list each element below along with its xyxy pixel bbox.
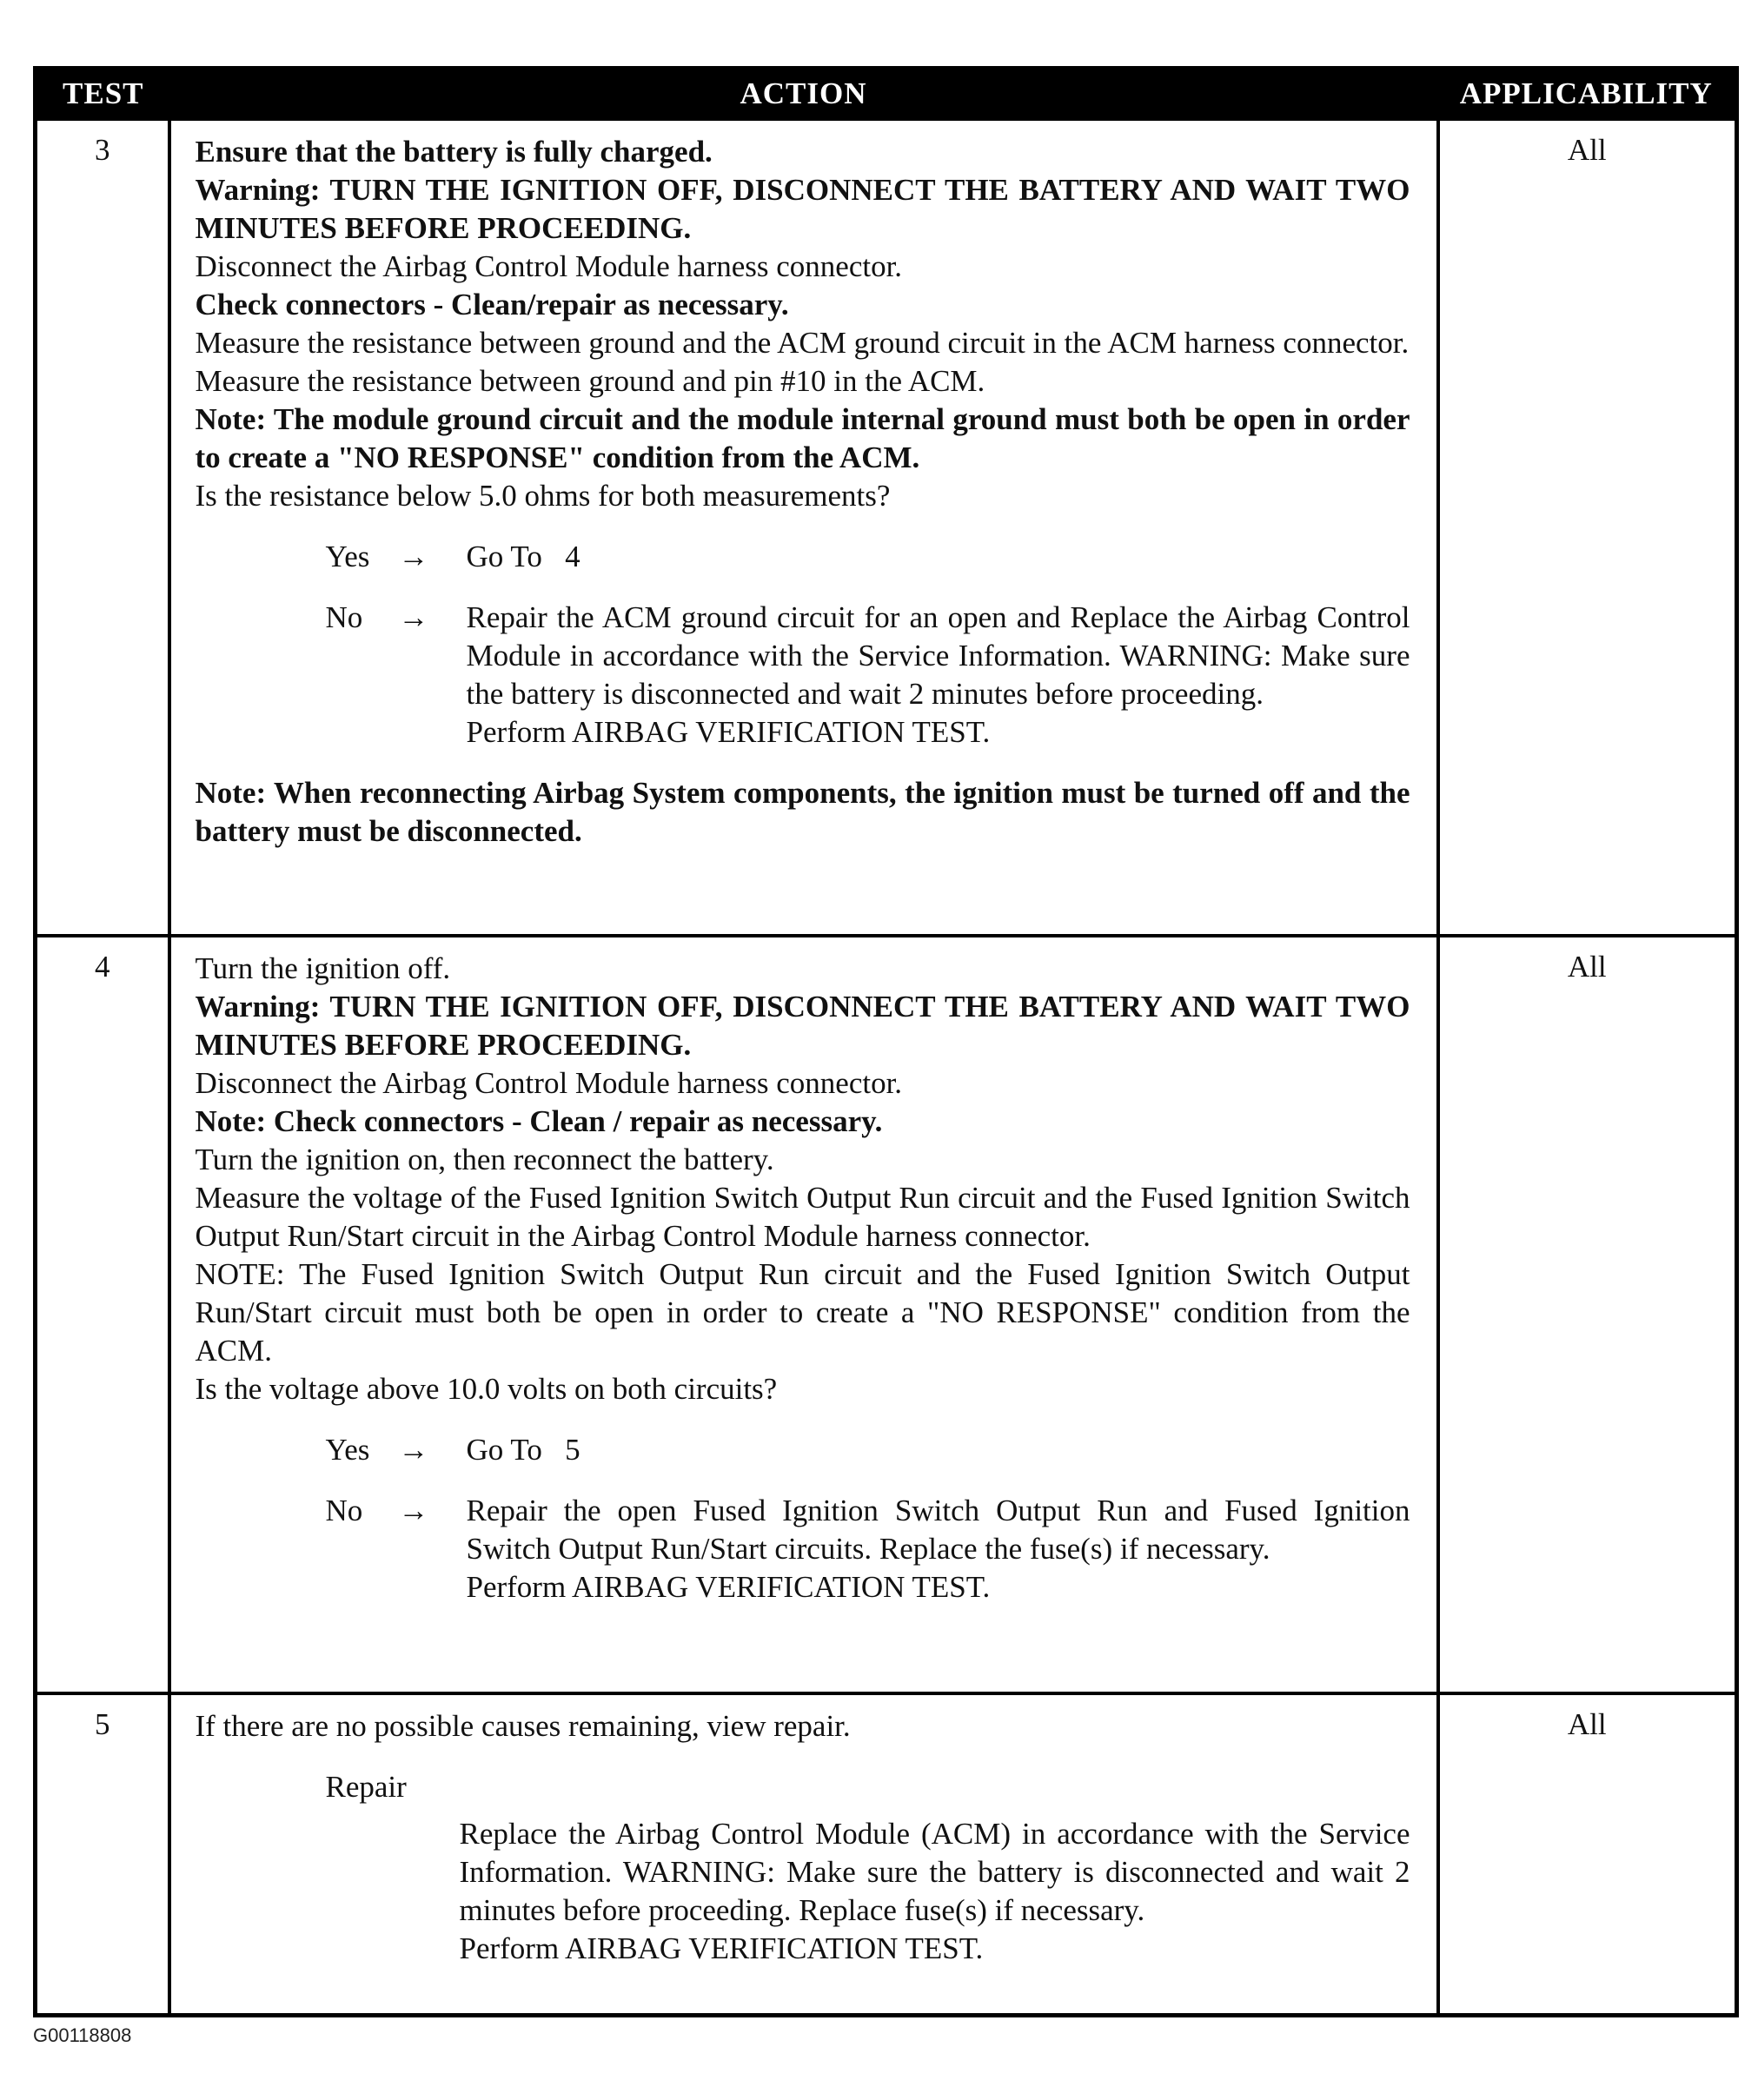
no-text-group xyxy=(467,1492,1410,1606)
no-label: No xyxy=(325,600,363,634)
yes-label: Yes xyxy=(325,540,370,573)
no-perform: Perform AIRBAG VERIFICATION TEST. xyxy=(466,715,991,749)
header-applicability: APPLICABILITY xyxy=(1438,69,1737,120)
question-line: Is the voltage above 10.0 volts on both circuits? xyxy=(195,1372,778,1406)
table-row-test-5 xyxy=(36,1693,1737,2015)
right-arrow-icon: → xyxy=(398,1433,429,1467)
test-number: 5 xyxy=(36,1693,169,2015)
action-line: Measure the resistance between ground and the ACM ground circuit in the ACM harness connector. xyxy=(195,326,1410,360)
repair-text-group xyxy=(460,1815,1410,1968)
test-number: 3 xyxy=(36,119,169,936)
table-row-test-3 xyxy=(36,119,1737,936)
action-cell xyxy=(169,936,1438,1693)
note-line: Note: Check connectors - Clean / repair as necessary. xyxy=(195,1104,883,1138)
no-branch xyxy=(326,1492,1410,1606)
no-text: Repair the open Fused Ignition Switch Output Run and Fused Ignition Switch Output Run/Start circuits. Replace the fuse(s) if necessary. xyxy=(466,1494,1410,1566)
test-number: 4 xyxy=(36,936,169,1693)
note-line: NOTE: The Fused Ignition Switch Output Run circuit and the Fused Ignition Switch Output Run/Start circuit must both be open in order to create a "NO RESPONSE" condition from the ACM. xyxy=(195,1257,1410,1368)
applicability-cell: All xyxy=(1438,119,1737,936)
yes-label: Yes xyxy=(325,1433,370,1467)
action-cell xyxy=(169,119,1438,936)
action-line: Turn the ignition on, then reconnect the battery. xyxy=(195,1143,774,1176)
diagnostic-table xyxy=(33,66,1739,2017)
question-line: Is the resistance below 5.0 ohms for both measurements? xyxy=(195,479,891,513)
no-label: No xyxy=(325,1494,363,1527)
table-row-test-4 xyxy=(36,936,1737,1693)
yes-branch xyxy=(326,538,1410,576)
no-text-group xyxy=(467,599,1410,752)
diagnostic-page xyxy=(33,66,1735,2017)
reconnect-note: Note: When reconnecting Airbag System components, the ignition must be turned off and the battery must be disconnected. xyxy=(195,776,1410,848)
action-line: Measure the resistance between ground and pin #10 in the ACM. xyxy=(195,364,985,398)
yes-text: Go To 4 xyxy=(466,540,580,573)
table-header-row xyxy=(36,69,1737,120)
action-cell xyxy=(169,1693,1438,2015)
applicability-cell: All xyxy=(1438,1693,1737,2015)
action-line: Ensure that the battery is fully charged. xyxy=(195,135,713,169)
repair-label: Repair xyxy=(325,1770,407,1804)
action-line: Check connectors - Clean/repair as necessary. xyxy=(195,288,789,321)
action-line: Turn the ignition off. xyxy=(195,951,451,985)
right-arrow-icon: → xyxy=(398,1494,429,1527)
applicability-cell: All xyxy=(1438,936,1737,1693)
action-line: Disconnect the Airbag Control Module harness connector. xyxy=(195,249,903,283)
right-arrow-icon: → xyxy=(398,540,429,573)
header-test: TEST xyxy=(36,69,169,120)
right-arrow-icon: → xyxy=(398,600,429,634)
repair-perform: Perform AIRBAG VERIFICATION TEST. xyxy=(459,1931,984,1965)
yes-branch xyxy=(326,1431,1410,1469)
repair-text: Replace the Airbag Control Module (ACM) in accordance with the Service Information. WARNING: Make sure the battery is disconnected and wait 2 minutes before proceeding. Replace fuse(s) if necessary. xyxy=(459,1817,1410,1927)
no-perform: Perform AIRBAG VERIFICATION TEST. xyxy=(466,1570,991,1604)
figure-code: G00118808 xyxy=(33,2024,132,2046)
note-line: Note: The module ground circuit and the module internal ground must both be open in order to create a "NO RESPONSE" condition from the ACM. xyxy=(195,402,1410,474)
warning-line: Warning: TURN THE IGNITION OFF, DISCONNECT THE BATTERY AND WAIT TWO MINUTES BEFORE PROCEEDING. xyxy=(195,173,1410,245)
header-action: ACTION xyxy=(169,69,1438,120)
warning-line: Warning: TURN THE IGNITION OFF, DISCONNECT THE BATTERY AND WAIT TWO MINUTES BEFORE PROCEEDING. xyxy=(195,990,1410,1062)
action-line: Disconnect the Airbag Control Module harness connector. xyxy=(195,1066,903,1100)
no-text: Repair the ACM ground circuit for an open and Replace the Airbag Control Module in accordance with the Service Information. WARNING: Make sure the battery is disconnected and wait 2 minutes before proceeding. xyxy=(466,600,1410,711)
yes-text: Go To 5 xyxy=(466,1433,580,1467)
action-line: If there are no possible causes remaining, view repair. xyxy=(195,1709,851,1743)
no-branch xyxy=(326,599,1410,752)
action-line: Measure the voltage of the Fused Ignition Switch Output Run circuit and the Fused Ignition Switch Output Run/Start circuit in the Airbag Control Module harness connector. xyxy=(195,1181,1410,1253)
